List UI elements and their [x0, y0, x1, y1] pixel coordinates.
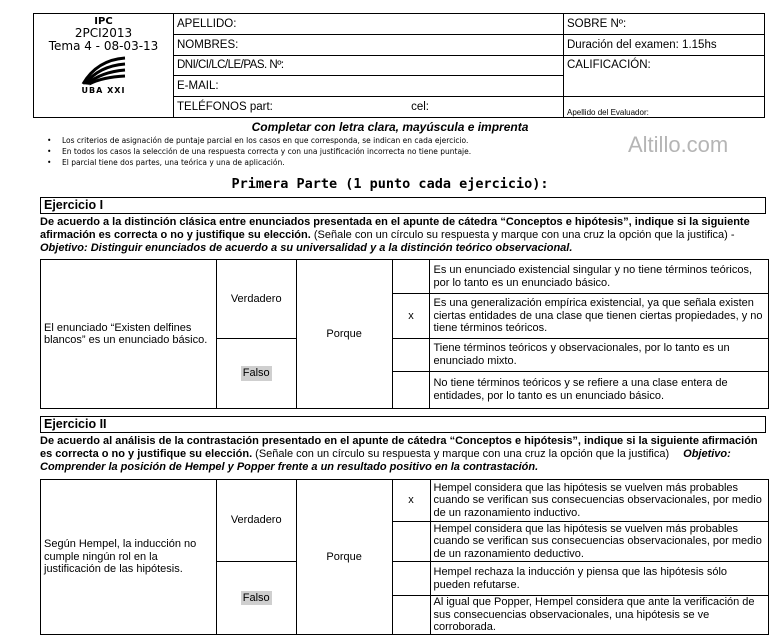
- exercise-1-because: Porque: [296, 260, 392, 409]
- nombres-field[interactable]: NOMBRES:: [174, 34, 564, 55]
- exercise-2-mark-d[interactable]: [392, 596, 430, 635]
- exercise-1-option-b: Es una generalización empírica existencial, ya que señala existen ciertas entidades de una clase que tienen ciertas propiedades, y no tiene términos teóricos.: [430, 294, 769, 338]
- exercise-2-mark-c[interactable]: [392, 562, 430, 596]
- telefonos-field[interactable]: [174, 97, 564, 118]
- instructions-list: [62, 135, 471, 168]
- part-title: Primera Parte (1 punto cada ejercicio):: [231, 176, 549, 192]
- exercise-2-false-label: Falso: [242, 591, 270, 604]
- duracion-label: Duración del examen: 1.15hs: [564, 34, 765, 55]
- uba-logo-icon: [81, 56, 127, 86]
- telefonos-label: TELÉFONOS part:: [177, 101, 273, 114]
- exercise-1-title: Ejercicio I: [40, 197, 766, 214]
- calificacion-field[interactable]: CALIFICACIÓN:: [564, 55, 765, 97]
- cel-label: cel:: [411, 101, 429, 114]
- exercise-2-objective: Objetivo: Comprender la posición de Hempel y Popper frente a un resultado positivo en la contrastación.: [40, 448, 731, 473]
- exercise-2-option-d: Al igual que Popper, Hempel considera que ante la verificación de sus consecuencias observacionales, una hipótesis se ve corroborada.: [430, 596, 769, 635]
- exercise-2-option-c: Hempel rechaza la inducción y piensa que las hipótesis sólo pueden refutarse.: [430, 562, 769, 596]
- exercise-1-desc-bold: De acuerdo a la distinción clásica entre enunciados presentada en el apunte de cátedra “Conceptos e hipótesis”, indique si la siguiente afirmación es correcta o no y justifique su elección.: [40, 216, 750, 241]
- exercise-2-statement: Según Hempel, la inducción no cumple ningún rol en la justificación de las hipótesis.: [41, 480, 217, 635]
- dni-field[interactable]: DNI/CI/LC/LE/PAS. Nº:: [174, 55, 564, 76]
- exercise-2-description: [40, 435, 770, 474]
- logo-brand: UBA XXI: [81, 86, 126, 95]
- exercise-1-statement: El enunciado “Existen delfines blancos” es un enunciado básico.: [41, 260, 217, 409]
- logo-block: [34, 14, 174, 118]
- exercise-1-option-d: No tiene términos teóricos y se refiere a una clase entera de entidades, por lo tanto es un enunciado básico.: [430, 371, 769, 408]
- exercise-1-mark-d[interactable]: [392, 371, 430, 408]
- exercise-1-false-label: Falso: [242, 367, 270, 379]
- logo-code: 2PCI2013: [74, 26, 133, 40]
- exercise-1-desc-normal: (Señale con un círculo su respuesta y marque con una cruz la opción que la justifica) -: [310, 229, 735, 241]
- exercise-2-because: Porque: [296, 480, 392, 635]
- exercise-1-true-option[interactable]: Verdadero: [216, 260, 296, 339]
- exercise-2-title: Ejercicio II: [40, 416, 766, 433]
- exercise-2-mark-b[interactable]: [392, 522, 430, 562]
- logo-ipc: IPC: [94, 16, 113, 27]
- exercise-2-table: [40, 479, 769, 635]
- exercise-1-option-c: Tiene términos teóricos y observacionales, por lo tanto es un enunciado mixto.: [430, 338, 769, 371]
- exercise-2-false-option[interactable]: [216, 562, 296, 635]
- instruction-item: • Los criterios de asignación de puntaje parcial en los casos en que corresponda, se indican en cada ejercicio.: [62, 135, 471, 146]
- exercise-1-mark-c[interactable]: [392, 338, 430, 371]
- exercise-1-option-a: Es un enunciado existencial singular y no tiene términos teóricos, por lo tanto es un enunciado básico.: [430, 260, 769, 294]
- email-field[interactable]: E-MAIL:: [174, 76, 564, 97]
- instruction-item: • En todos los casos la selección de una respuesta correcta y con una justificación incorrecta no tiene puntaje.: [62, 146, 471, 157]
- exercise-1-description: [40, 216, 770, 255]
- exercise-2-option-a: Hempel considera que las hipótesis se vuelven más probables cuando se verifican sus consecuencias observacionales, por medio de un razonamiento inductivo.: [430, 480, 769, 522]
- sobre-field[interactable]: SOBRE Nº:: [564, 14, 765, 35]
- exercise-1-mark-a[interactable]: [392, 260, 430, 294]
- logo-tema: Tema 4 - 08-03-13: [48, 39, 159, 53]
- exercise-1-false-option[interactable]: [216, 338, 296, 408]
- exercise-2-mark-a[interactable]: x: [392, 480, 430, 522]
- evaluador-field[interactable]: Apellido del Evaluador:: [564, 97, 765, 118]
- exercise-2-option-b: Hempel considera que las hipótesis se vuelven más probables cuando se verifican sus consecuencias observacionales, por medio de un razonamiento deductivo.: [430, 522, 769, 562]
- exercise-1-objective: Objetivo: Distinguir enunciados de acuerdo a su universalidad y a la distinción teórico observacional.: [40, 242, 573, 254]
- apellido-field[interactable]: APELLIDO:: [174, 14, 564, 35]
- exercise-1-mark-b[interactable]: x: [392, 294, 430, 338]
- exercise-1-table: [40, 259, 769, 409]
- watermark: Altillo.com: [628, 132, 729, 157]
- instructions-title: Completar con letra clara, mayúscula e imprenta: [251, 120, 529, 134]
- exam-header: [33, 13, 765, 118]
- exercise-2-desc-normal: (Señale con un círculo su respuesta y marque con una cruz la opción que la justifica): [252, 448, 670, 460]
- instruction-item: • El parcial tiene dos partes, una teórica y una de aplicación.: [62, 157, 471, 168]
- exercise-2-true-option[interactable]: Verdadero: [216, 480, 296, 562]
- exercise-2-desc-bold: De acuerdo al análisis de la contrastación presentado en el apunte de cátedra “Conceptos e hipótesis”, indique si la siguiente afirmación es correcta o no y justifique su elección.: [40, 435, 758, 460]
